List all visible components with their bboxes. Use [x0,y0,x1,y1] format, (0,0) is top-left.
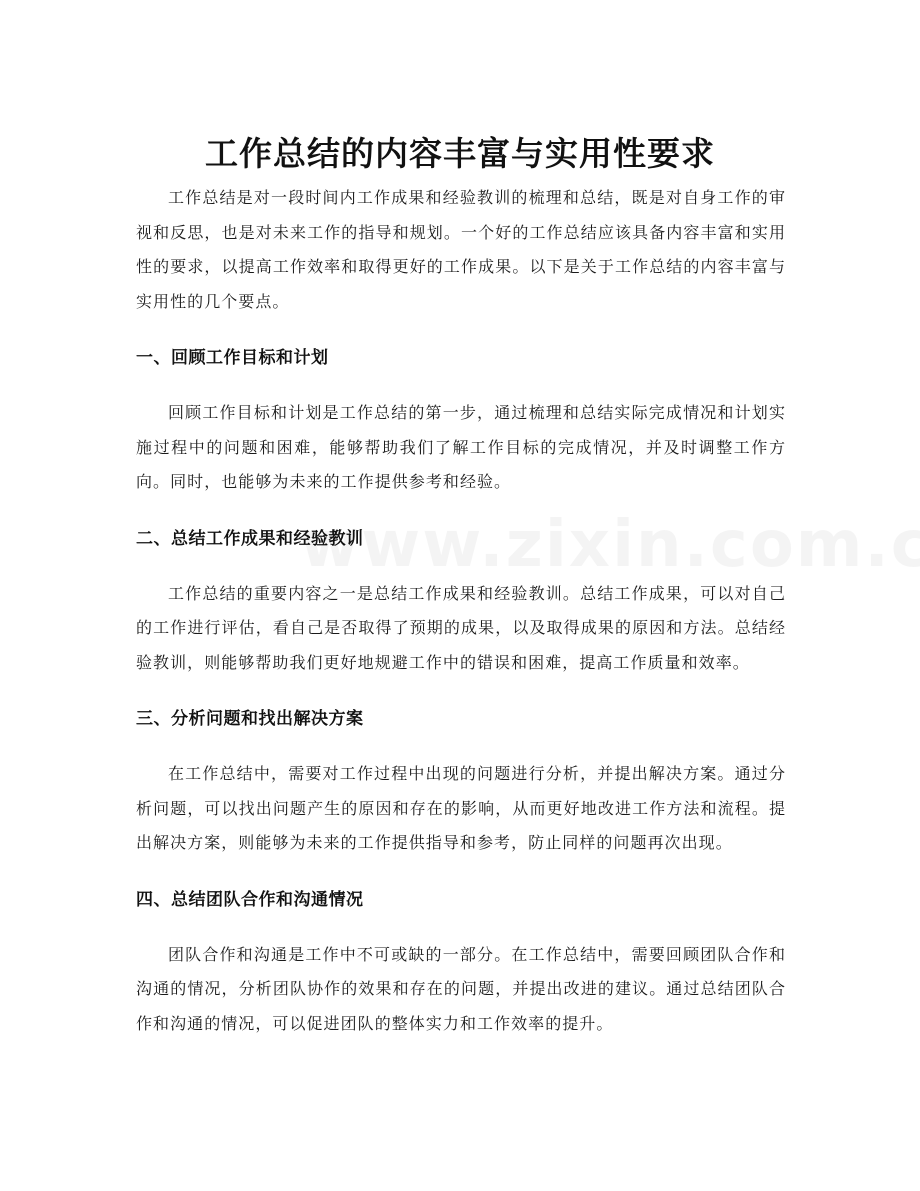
section-heading-3: 三、分析问题和找出解决方案 [136,709,364,729]
section-body-2: 工作总结的重要内容之一是总结工作成果和经验教训。总结工作成果，可以对自己的工作进行评估，看自己是否取得了预期的成果，以及取得成果的原因和方法。总结经验教训，则能够帮助我们更好地规避工作中的错误和困难，提高工作质量和效率。 [136,583,786,672]
document-title: 工作总结的内容丰富与实用性要求 [205,134,715,174]
section-body-1: 回顾工作目标和计划是工作总结的第一步，通过梳理和总结实际完成情况和计划实施过程中的问题和困难，能够帮助我们了解工作目标的完成情况，并及时调整工作方向。同时，也能够为未来的工作提供参考和经验。 [136,403,786,491]
section-heading-4: 四、总结团队合作和沟通情况 [136,889,364,910]
section-heading-1: 一、回顾工作目标和计划 [136,348,329,368]
intro-paragraph: 工作总结是对一段时间内工作成果和经验教训的梳理和总结，既是对自身工作的审视和反思，也是对未来工作的指导和规划。一个好的工作总结应该具备内容丰富和实用性的要求，以提高工作效率和取得更好的工作成果。以下是关于工作总结的内容丰富与实用性的几个要点。 [136,188,786,311]
section-body-4: 团队合作和沟通是工作中不可或缺的一部分。在工作总结中，需要回顾团队合作和沟通的情况，分析团队协作的效果和存在的问题，并提出改进的建议。通过总结团队合作和沟通的情况，可以促进团队的整体实力和工作效率的提升。 [136,944,786,1033]
section-heading-2: 二、总结工作成果和经验教训 [136,528,364,549]
document-body [136,181,786,1041]
section-body-3: 在工作总结中，需要对工作过程中出现的问题进行分析，并提出解决方案。通过分析问题，可以找出问题产生的原因和存在的影响，从而更好地改进工作方法和流程。提出解决方案，则能够为未来的工作提供指导和参考，防止同样的问题再次出现。 [136,764,786,852]
